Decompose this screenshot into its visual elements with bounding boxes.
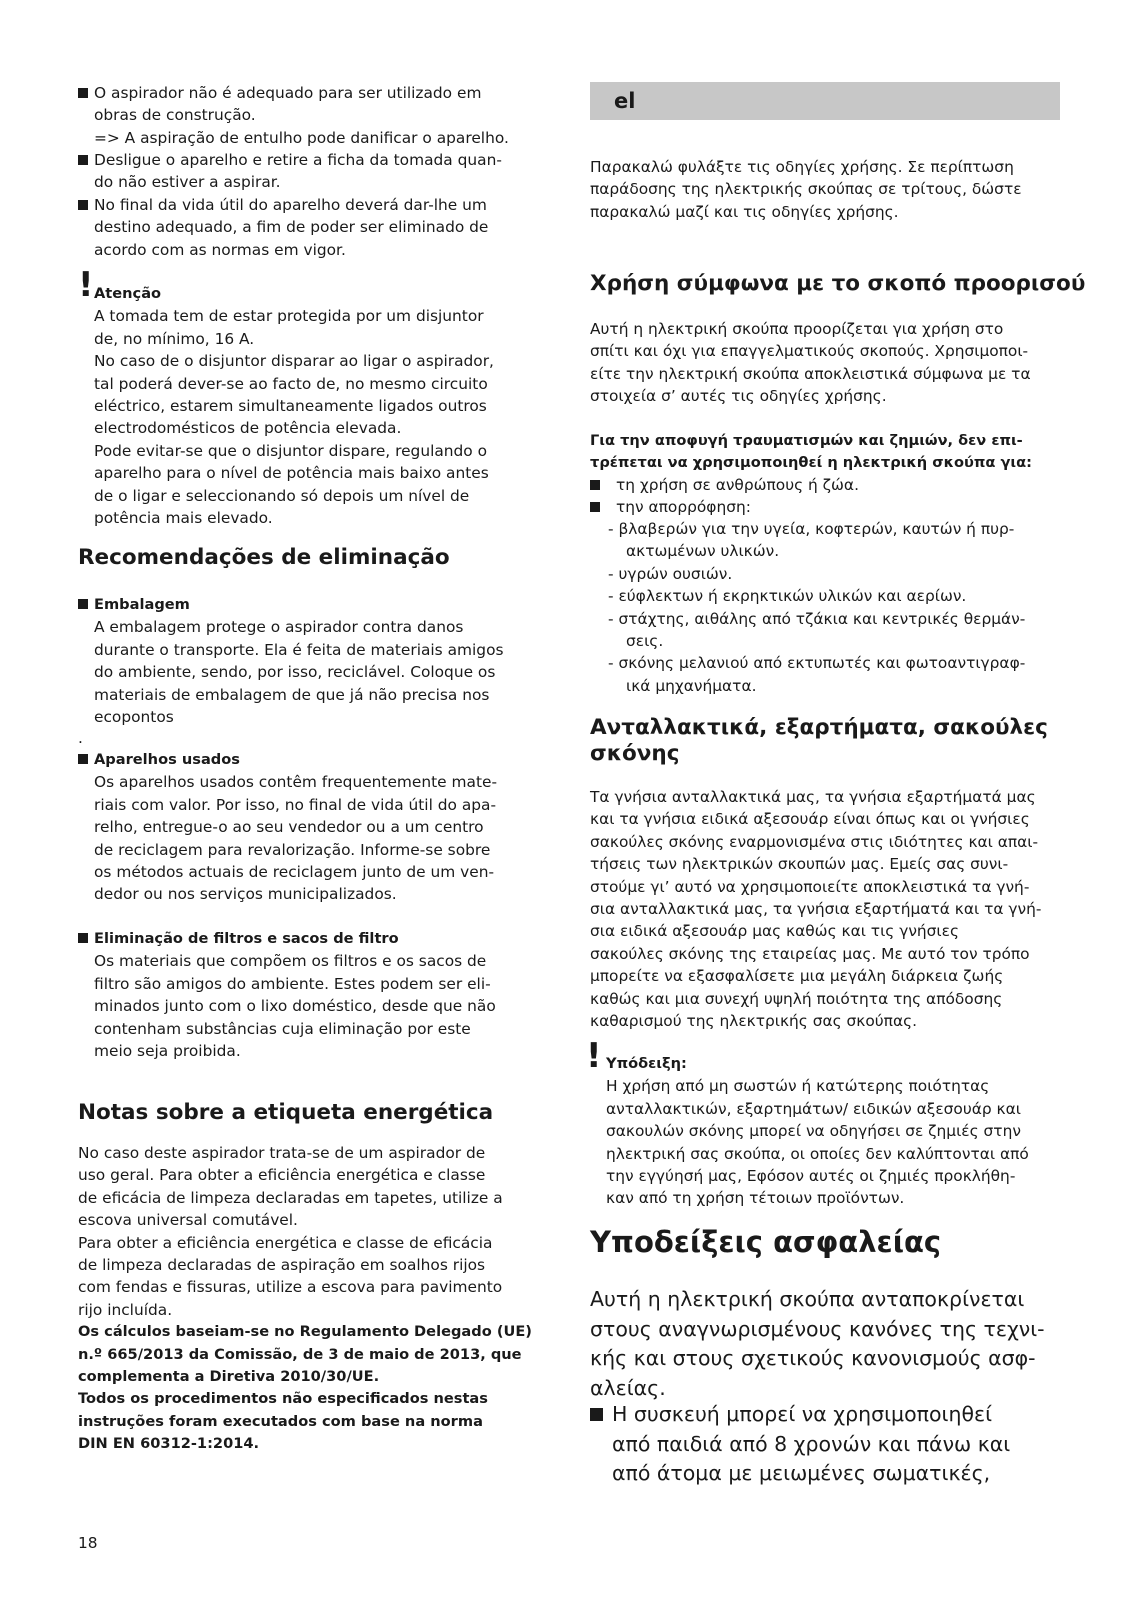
sub-item: - βλαβερών για την υγεία, κοφτερών, καυτών ή πυρ-: [608, 520, 1015, 538]
text-line: electrodomésticos de potência elevada.: [94, 419, 402, 438]
text-line: Os materiais que compõem os filtros e os sacos de: [94, 952, 487, 971]
text-line: Desligue o aparelho e retire a ficha da tomada quan-: [94, 151, 502, 169]
sub-item: - υγρών ουσιών.: [608, 564, 733, 583]
text-line: ακτωμένων υλικών.: [626, 542, 780, 561]
spare-parts-heading: [590, 715, 1048, 767]
bullet-square-icon: [78, 933, 88, 943]
text-line: de reciclagem para revalorização. Informe-se sobre: [94, 840, 491, 859]
text-line-bold: n.º 665/2013 da Comissão, de 3 de maio de 2013, que: [78, 1345, 522, 1363]
intro-bullet-3: [94, 194, 488, 261]
heading-line: σκόνης: [590, 741, 680, 766]
text-line: καν από τη χρήση τέτοιων προϊόντων.: [606, 1189, 905, 1208]
bullet-square-icon: [78, 155, 88, 165]
text-line: Παρακαλώ φυλάξτε τις οδηγίες χρήσης. Σε περίπτωση: [590, 158, 1014, 176]
text-line: και τα γνήσια ειδικά αξεσουάρ είναι όπως και οι γνήσιες: [590, 810, 1030, 829]
text-line-bold: Todos os procedimentos não especificados nestas: [78, 1390, 488, 1408]
warning-block: [590, 430, 1032, 475]
text-line-bold: DIN EN 60312-1:2014.: [78, 1435, 260, 1453]
text-line: σια ειδικά αξεσουάρ μας καθώς και τις γνήσιες: [590, 922, 959, 941]
text-line: βλαβερών για την υγεία, κοφτερών, καυτών ή πυρ-: [618, 520, 1015, 538]
text-line: os métodos actuais de reciclagem junto de um ven-: [94, 863, 495, 882]
attention-block: [94, 283, 494, 529]
text-line: υγρών ουσιών.: [618, 564, 733, 583]
note-heading: Υπόδειξη:: [606, 1055, 687, 1072]
text-line: αλείας.: [590, 1375, 666, 1400]
bullet-text: τη χρήση σε ανθρώπους ή ζώα.: [616, 476, 859, 494]
intended-use-block: [590, 318, 1031, 408]
text-line: σπίτι και όχι για επαγγελματικούς σκοπούς. Χρησιμοποι-: [590, 342, 1029, 361]
text-line: eléctrico, estarem simultaneamente ligados outros: [94, 397, 487, 416]
text-line: do ambiente, sendo, por isso, reciclável. Coloque os: [94, 663, 496, 682]
text-line: τήσεις των ηλεκτρικών σκουπών μας. Εμείς σας συνι-: [590, 855, 1009, 874]
exclamation-icon: !: [586, 1036, 602, 1076]
packaging-block: [94, 594, 504, 728]
text-line: de eficácia de limpeza declaradas em tapetes, utilize a: [78, 1188, 503, 1207]
intro-bullet-1: [94, 82, 509, 149]
energy-block: [78, 1142, 532, 1456]
text-line: ηλεκτρική σας σκούπα, οι οποίες δεν καλύπτονται από: [606, 1144, 1029, 1163]
text-line: από παιδιά από 8 χρονών και πάνω και: [612, 1431, 1011, 1456]
stray-dot: .: [78, 729, 83, 747]
text-line: minados junto com o lixo doméstico, desde que não: [94, 997, 496, 1016]
sub-item: - σκόνης μελανιού από εκτυπωτές και φωτοαντιγραφ-: [608, 654, 1026, 673]
safety-heading: Υποδείξεις ασφαλείας: [590, 1225, 942, 1259]
exclamation-icon: !: [78, 265, 94, 305]
text-line: com fendas e fissuras, utilize a escova para pavimento: [78, 1278, 503, 1297]
text-line: κής και στους σχετικούς κανονισμούς ασφ-: [590, 1346, 1036, 1370]
text-line: potência mais elevado.: [94, 509, 273, 528]
text-line-bold: Os cálculos baseiam-se no Regulamento Delegado (UE): [78, 1323, 532, 1341]
text-line: Η συσκευή μπορεί να χρησιμοποιηθεί: [612, 1402, 993, 1426]
text-line: σακούλες σκόνης της εταιρείας μας. Με αυτό τον τρόπο: [590, 944, 1030, 963]
text-line-bold: complementa a Diretiva 2010/30/UE.: [78, 1368, 380, 1386]
bullet-square-icon: [590, 502, 600, 512]
sub-list: [608, 518, 1025, 697]
text-line: Αυτή η ηλεκτρική σκούπα προορίζεται για χρήση στο: [590, 320, 1004, 338]
text-line: στούμε γι’ αυτό να χρησιμοποιείτε αποκλειστικά τα γνή-: [590, 877, 1030, 896]
bullet-square-icon: [78, 88, 88, 98]
text-line: A tomada tem de estar protegida por um disjuntor: [94, 307, 484, 326]
sub-item: - στάχτης, αιθάλης από τζάκια και κεντρικές θερμάν-: [608, 609, 1026, 628]
text-line: Pode evitar-se que o disjuntor dispare, regulando o: [94, 441, 488, 460]
text-line: Αυτή η ηλεκτρική σκούπα ανταποκρίνεται: [590, 1287, 1025, 1311]
text-line: => A aspiração de entulho pode danificar o aparelho.: [94, 128, 509, 147]
spare-parts-block: [590, 786, 1041, 1032]
text-line: destino adequado, a fim de poder ser eliminado de: [94, 218, 489, 237]
text-line: dedor ou nos serviços municipalizados.: [94, 885, 397, 904]
heading-line: Ανταλλακτικά, εξαρτήματα, σακούλες: [590, 715, 1048, 740]
text-line: την εγγύησή μας, Εφόσον αυτές οι ζημιές προκλήθη-: [606, 1167, 1016, 1186]
text-line: do não estiver a aspirar.: [94, 173, 281, 192]
bullet-text: την απορρόφηση:: [616, 498, 751, 516]
language-tag: el: [614, 89, 636, 113]
text-line: filtro são amigos do ambiente. Estes podem ser eli-: [94, 974, 491, 993]
packaging-heading: Embalagem: [94, 596, 190, 613]
text-line-bold: instruções foram executados com base na norma: [78, 1412, 483, 1430]
bullet-square-icon: [78, 200, 88, 210]
text-line: Τα γνήσια ανταλλακτικά μας, τα γνήσια εξαρτήματά μας: [590, 788, 1036, 806]
text-line: Os aparelhos usados contêm frequentemente mate-: [94, 773, 498, 792]
text-line: σκόνης μελανιού από εκτυπωτές και φωτοαντιγραφ-: [618, 654, 1026, 673]
text-line: uso geral. Para obter a eficiência energética e classe: [78, 1166, 486, 1185]
text-line: escova universal comutável.: [78, 1211, 298, 1230]
note-block: [606, 1053, 1029, 1210]
text-line: Para obter a eficiência energética e classe de eficácia: [78, 1233, 493, 1252]
intended-use-heading: Χρήση σύμφωνα με το σκοπό προορισού: [590, 271, 1086, 296]
text-line: στους αναγνωρισμένους κανόνες της τεχνι-: [590, 1316, 1045, 1341]
text-line: obras de construção.: [94, 106, 256, 125]
text-line: meio seja proibida.: [94, 1042, 241, 1061]
text-line-bold: τρέπεται να χρησιμοποιηθεί η ηλεκτρική σκούπα για:: [590, 454, 1032, 472]
used-devices-block: [94, 749, 497, 906]
text-line: rijo incluída.: [78, 1300, 173, 1319]
text-line: παράδοσης της ηλεκτρικής σκούπας σε τρίτους, δώστε: [590, 180, 1022, 199]
disposal-heading: Recomendações de eliminação: [78, 545, 450, 570]
bullet-square-icon: [590, 1408, 603, 1421]
attention-heading: Atenção: [94, 285, 162, 302]
text-line: ικά μηχανήματα.: [626, 676, 757, 695]
intro-block: [590, 156, 1022, 223]
filters-block: [94, 928, 496, 1062]
text-line: ecopontos: [94, 708, 174, 727]
text-line: Η χρήση από μη σωστών ή κατώτερης ποιότητας: [606, 1077, 990, 1096]
text-line: σια ανταλλακτικά μας, τα γνήσια εξαρτήματά και τα γνή-: [590, 900, 1042, 919]
text-line: de o ligar e seleccionando só depois um nível de: [94, 486, 470, 505]
text-line: materiais de embalagem de que já não precisa nos: [94, 685, 490, 704]
bullet-square-icon: [78, 754, 88, 764]
text-line: tal poderá dever-se ao facto de, no mesmo circuito: [94, 374, 488, 393]
used-devices-heading: Aparelhos usados: [94, 751, 240, 768]
text-line: relho, entregue-o ao seu vendedor ou a um centro: [94, 818, 484, 837]
text-line: σακουλών σκόνης μπορεί να οδηγήσει σε ζημιές στην: [606, 1122, 1021, 1141]
text-line: ανταλλακτικών, εξαρτημάτων/ ειδικών αξεσουάρ και: [606, 1099, 1021, 1118]
filters-heading: Eliminação de filtros e sacos de filtro: [94, 930, 399, 947]
safety-block: [590, 1285, 1045, 1403]
text-line: durante o transporte. Ela é feita de materiais amigos: [94, 640, 504, 659]
text-line-bold: Για την αποφυγή τραυματισμών και ζημιών, δεν επι-: [590, 432, 1023, 449]
language-bar: [590, 82, 1060, 120]
text-line: από άτομα με μειωμένες σωματικές,: [612, 1461, 991, 1485]
text-line: είτε την ηλεκτρική σκούπα αποκλειστικά σύμφωνα με τα: [590, 364, 1031, 383]
safety-bullet: [612, 1400, 1010, 1489]
bullet-square-icon: [590, 480, 600, 490]
text-line: aparelho para o nível de potência mais baixo antes: [94, 464, 489, 483]
text-line: σακούλες σκόνης εναρμονισμένα στις ιδιότητες και απαι-: [590, 832, 1039, 851]
text-line: No final da vida útil do aparelho deverá dar-lhe um: [94, 196, 487, 214]
text-line: No caso de o disjuntor disparar ao ligar o aspirador,: [94, 352, 494, 371]
intro-bullet-2: [94, 149, 502, 194]
energy-heading: Notas sobre a etiqueta energética: [78, 1100, 494, 1125]
text-line: riais com valor. Por isso, no final de vida útil do apa-: [94, 795, 497, 814]
text-line: εύφλεκτων ή εκρηκτικών υλικών και αερίων.: [618, 587, 967, 606]
text-line: καθαρισμού της ηλεκτρικής σας σκούπας.: [590, 1012, 918, 1031]
text-line: de limpeza declaradas de aspiração em soalhos rijos: [78, 1256, 486, 1275]
text-line: στάχτης, αιθάλης από τζάκια και κεντρικές θερμάν-: [618, 609, 1026, 628]
sub-item: - εύφλεκτων ή εκρηκτικών υλικών και αερίων.: [608, 587, 967, 606]
text-line: μπορείτε να εξασφαλίσετε μια μεγάλη διάρκεια ζωής: [590, 967, 1004, 986]
text-line: No caso deste aspirador trata-se de um aspirador de: [78, 1144, 486, 1162]
page-number: 18: [78, 1534, 98, 1552]
text-line: στοιχεία σ’ αυτές τις οδηγίες χρήσης.: [590, 387, 887, 406]
text-line: καθώς και μια συνεχή υψηλή ποιότητα της απόδοσης: [590, 989, 1003, 1008]
text-line: O aspirador não é adequado para ser utilizado em: [94, 84, 482, 102]
text-line: contenham substâncias cuja eliminação por este: [94, 1019, 471, 1038]
text-line: acordo com as normas em vigor.: [94, 240, 346, 259]
text-line: σεις.: [626, 632, 664, 651]
bullet-square-icon: [78, 599, 88, 609]
text-line: παρακαλώ μαζί και τις οδηγίες χρήσης.: [590, 202, 899, 221]
text-line: de, no mínimo, 16 A.: [94, 329, 255, 348]
text-line: A embalagem protege o aspirador contra danos: [94, 618, 464, 637]
